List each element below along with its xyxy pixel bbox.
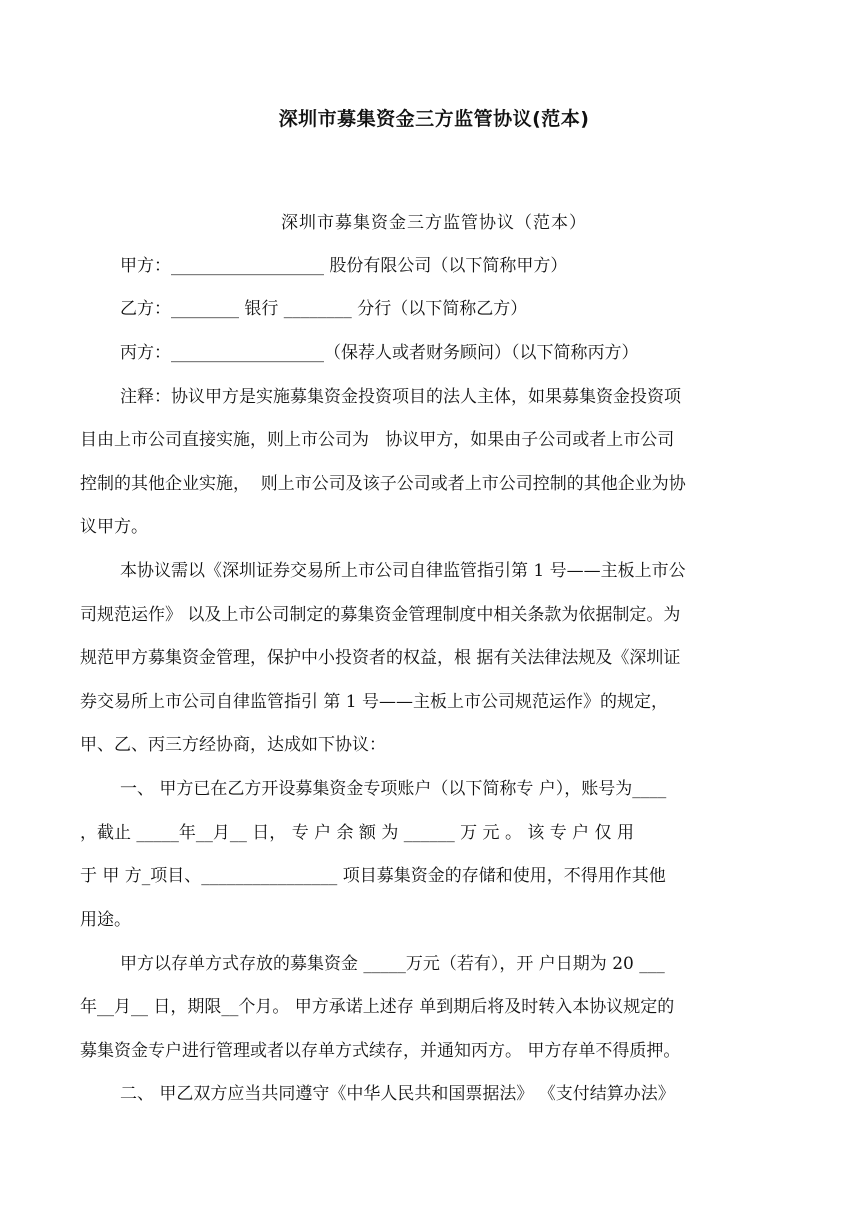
party-c-line: 丙方：__________________（保荐人或者财务顾问）（以下简称丙方） (120, 343, 639, 363)
preamble-line: 券交易所上市公司自律监管指引 第 1 号——主板上市公司规范运作》的规定， (80, 692, 669, 712)
clause-one-line: 一、 甲方已在乙方开设募集资金专项账户（以下简称专 户），账号为____ (120, 779, 667, 799)
note-line: 议甲方。 (80, 517, 148, 537)
document-main-title: 深圳市募集资金三方监管协议(范本) (278, 108, 590, 130)
preamble-line: 司规范运作》 以及上市公司制定的募集资金管理制度中相关条款为依据制定。为 (80, 605, 681, 625)
preamble-line: 甲、乙、丙三方经协商，达成如下协议： (80, 735, 386, 755)
deposit-line: 年__月__ 日，期限__个月。 甲方承诺上述存 单到期后将及时转入本协议规定的 (80, 997, 675, 1017)
preamble-line: 规范甲方募集资金管理，保护中小投资者的权益，根 据有关法律法规及《深圳证 (80, 648, 681, 668)
document-sub-title: 深圳市募集资金三方监管协议（范本） (281, 213, 587, 233)
note-line: 注释：协议甲方是实施募集资金投资项目的法人主体，如果募集资金投资项 (120, 387, 681, 407)
note-line: 目由上市公司直接实施，则上市公司为 协议甲方，如果由子公司或者上市公司 (80, 430, 675, 450)
clause-one-line: 于 甲 方_项目、________________ 项目募集资金的存储和使用，不得用作其他 (80, 866, 666, 886)
deposit-line: 甲方以存单方式存放的募集资金 _____万元（若有），开 户日期为 20 ___ (120, 954, 665, 974)
clause-one-line: 用途。 (80, 910, 131, 930)
party-b-line: 乙方：________ 银行 ________ 分行（以下简称乙方） (120, 299, 528, 319)
clause-one-line: ，截止 _____年__月__ 日， 专 户 余 额 为 ______ 万 元 。 该 专 户 仅 用 (80, 823, 634, 843)
note-line: 控制的其他企业实施， 则上市公司及该子公司或者上市公司控制的其他企业为协 (80, 474, 686, 494)
party-a-line: 甲方：__________________ 股份有限公司（以下简称甲方） (120, 256, 568, 276)
preamble-line: 本协议需以《深圳证券交易所上市公司自律监管指引第 1 号——主板上市公 (120, 561, 686, 581)
deposit-line: 募集资金专户进行管理或者以存单方式续存，并通知丙方。 甲方存单不得质押。 (80, 1041, 681, 1061)
clause-two-line: 二、 甲乙双方应当共同遵守《中华人民共和国票据法》 《支付结算办法》 (120, 1084, 675, 1104)
